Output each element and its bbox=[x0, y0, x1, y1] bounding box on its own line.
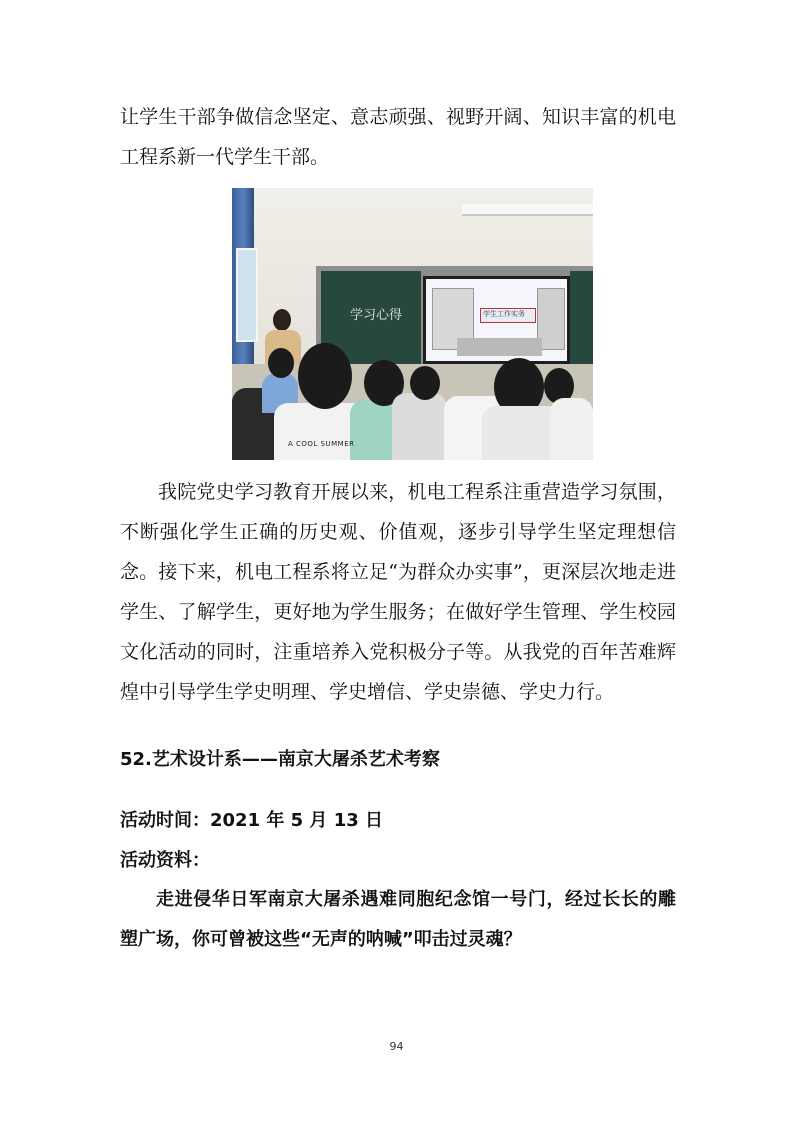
photo-slide-title: 学生工作实务 bbox=[483, 310, 525, 318]
photo-student-head bbox=[410, 366, 440, 400]
photo-teacher-head bbox=[273, 309, 291, 331]
activity-time: 活动时间：2021 年 5 月 13 日 bbox=[120, 810, 384, 831]
photo-projector-screen bbox=[462, 204, 593, 216]
photo-blackboard-right bbox=[570, 271, 593, 373]
photo-chalk-text: 学习心得 bbox=[350, 308, 403, 323]
page-number: 94 bbox=[389, 1040, 404, 1053]
photo-student-body bbox=[550, 398, 593, 460]
activity-materials-text: 走进侵华日军南京大屠杀遇难同胞纪念馆一号门，经过长长的雕塑广场，你可曾被这些“无声的呐喊”叩击过灵魂？ bbox=[120, 889, 676, 950]
paragraph-intro-end: 让学生干部争做信念坚定、意志顽强、视野开阔、知识丰富的机电工程系新一代学生干部。 bbox=[120, 106, 676, 168]
photo-student-body bbox=[392, 393, 447, 460]
paragraph-summary: 我院党史学习教育开展以来，机电工程系注重营造学习氛围，不断强化学生正确的历史观、价值观，逐步引导学生坚定理想信念。接下来，机电工程系将立足“为群众办实事”，更深层次地走进学生、了解学生，更好地为学生服务；在做好学生管理、学生校园文化活动的同时，注重培养入党积极分子等。从我党的百年苦难辉煌中引导学生学史明理、学史增信、学史崇德、学史力行。 bbox=[120, 481, 676, 703]
photo-window bbox=[236, 248, 258, 342]
activity-materials-label: 活动资料： bbox=[120, 850, 210, 871]
photo-student-head bbox=[268, 348, 294, 378]
section-heading: 52.艺术设计系——南京大屠杀艺术考察 bbox=[120, 749, 440, 770]
photo-slide-road bbox=[457, 338, 542, 356]
classroom-photo bbox=[232, 188, 593, 460]
photo-student-head bbox=[298, 343, 352, 409]
photo-shirt-text: A COOL SUMMER bbox=[288, 440, 355, 448]
